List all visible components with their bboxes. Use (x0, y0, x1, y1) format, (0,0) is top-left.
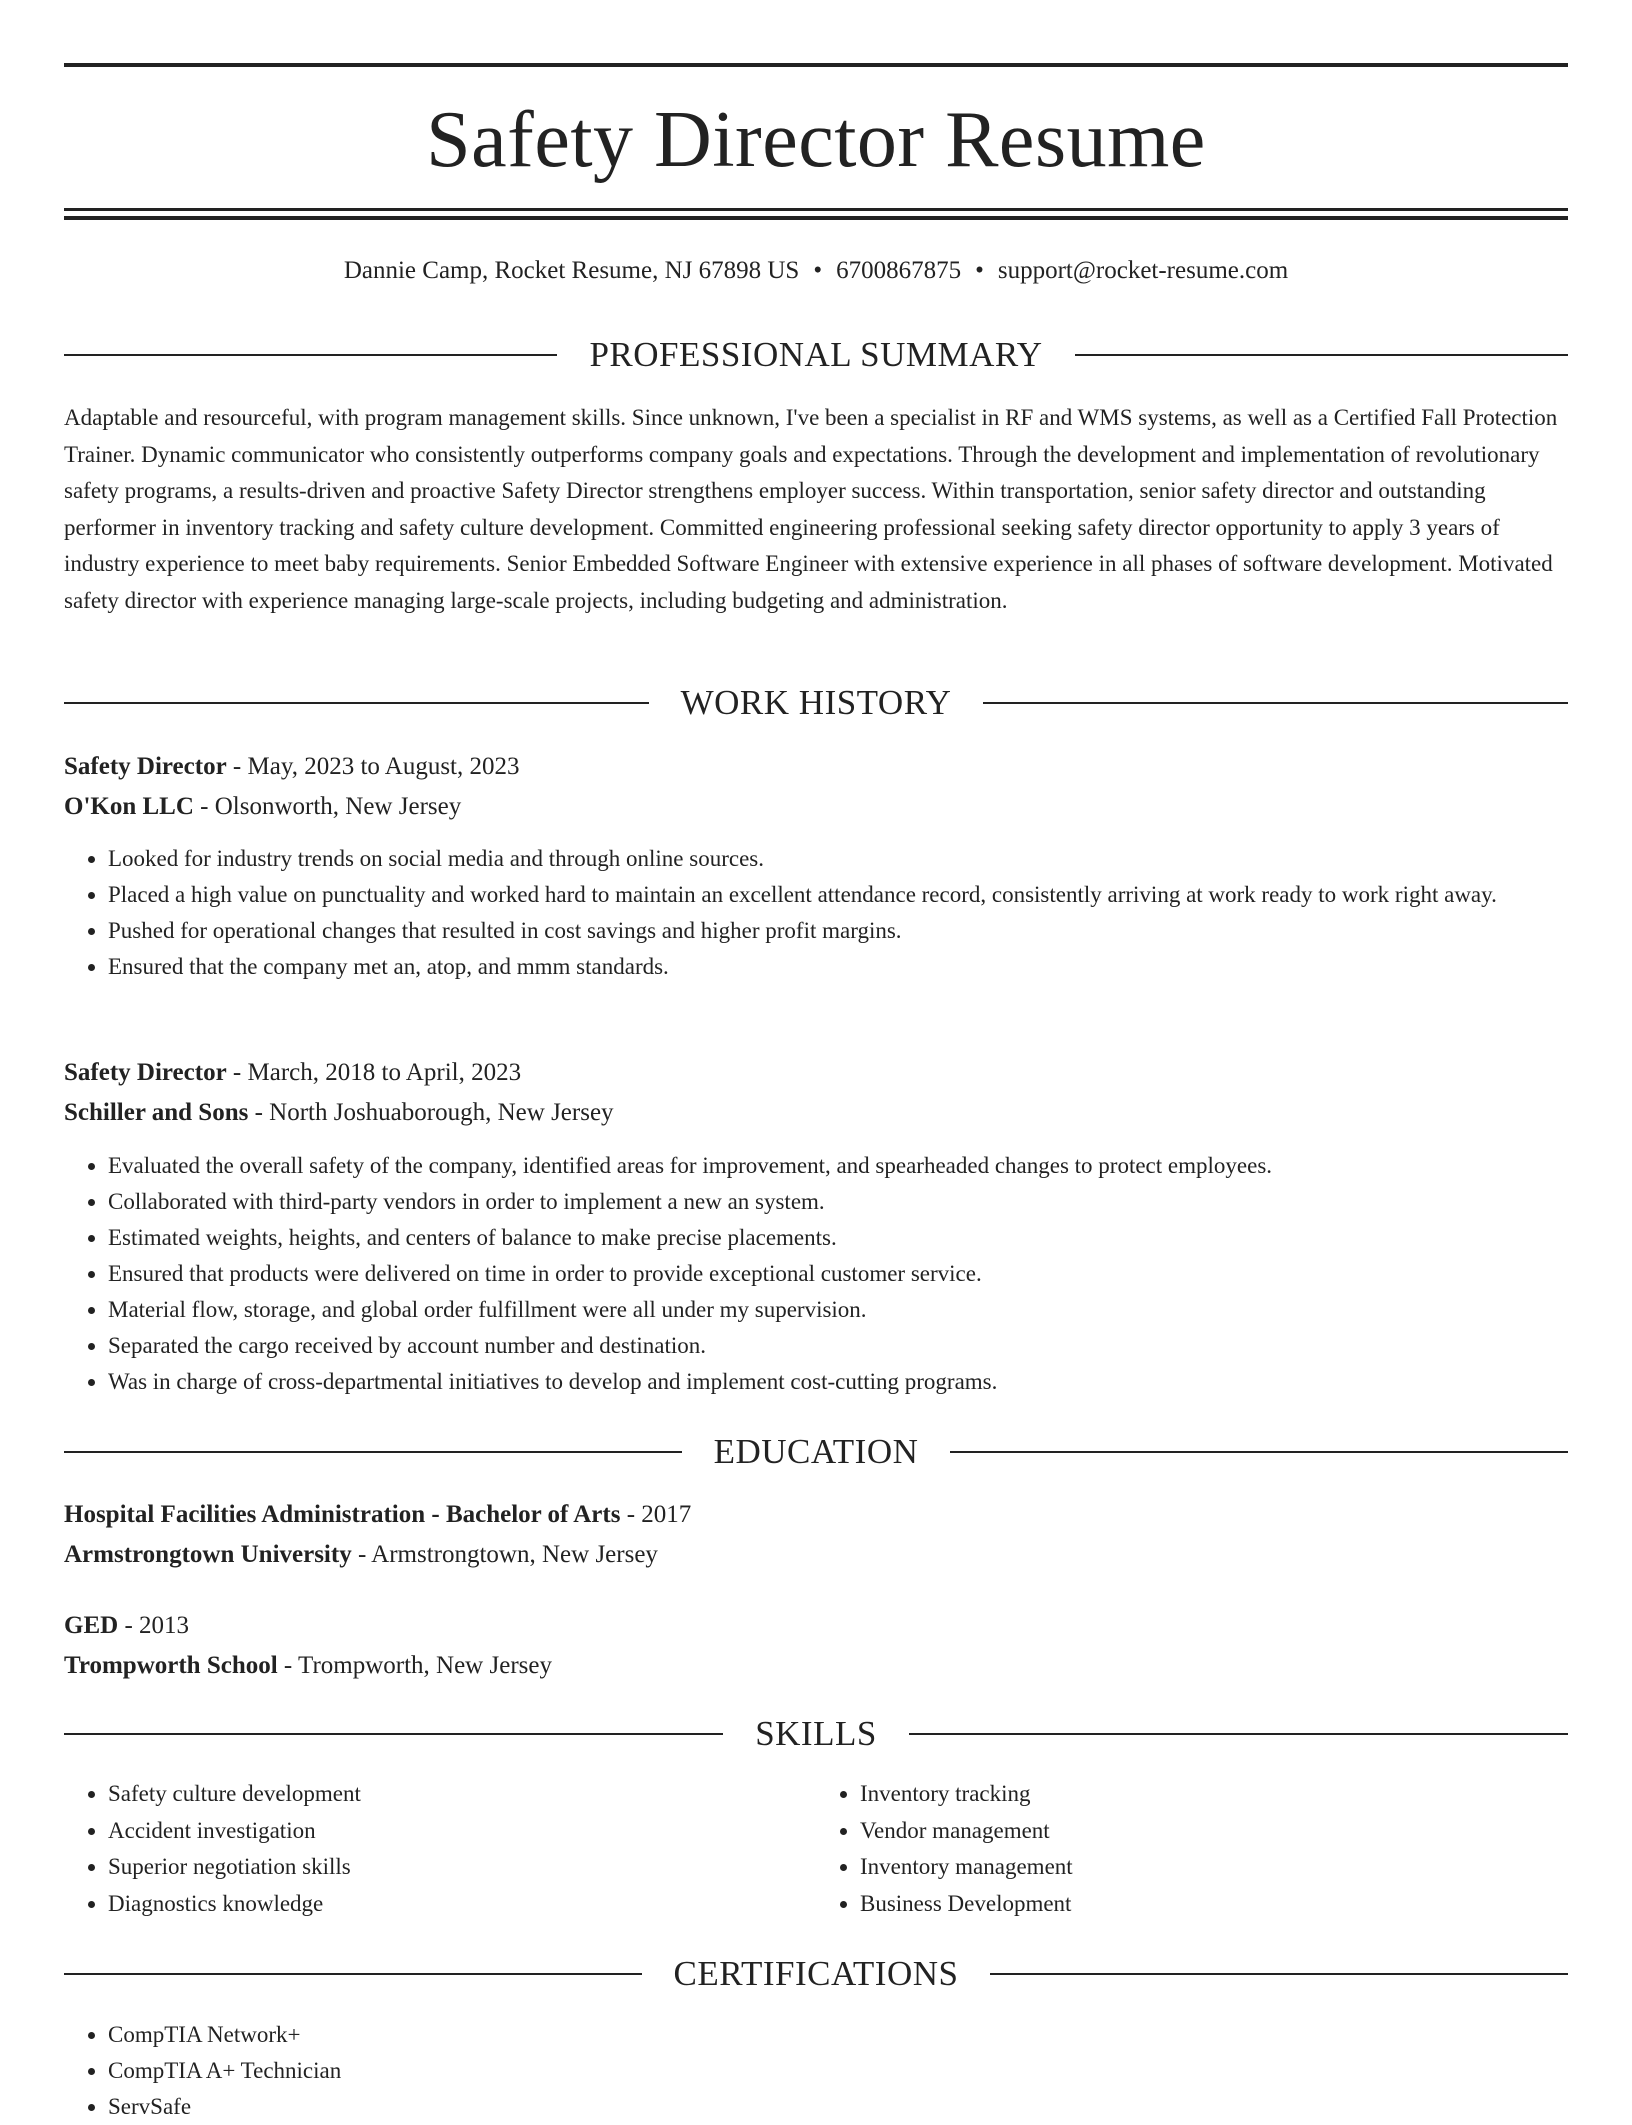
job-company: Schiller and Sons (64, 1099, 249, 1126)
job-dates: - March, 2018 to April, 2023 (226, 1059, 522, 1086)
section-rule (950, 1451, 1568, 1453)
section-rule (983, 702, 1568, 704)
job-title: Safety Director (64, 1059, 227, 1086)
school-row (64, 1535, 1568, 1575)
contact-separator: • (813, 257, 823, 284)
skill-item: • Superior negotiation skills (108, 1849, 816, 1886)
job-entry (64, 1053, 1568, 1133)
section-rule (64, 702, 649, 704)
job-bullet: • Looked for industry trends on social media and through online sources. (108, 841, 1568, 877)
job-bullet: • Estimated weights, heights, and centers of balance to make precise placements. (108, 1220, 1568, 1256)
section-header-certifications (64, 1952, 1568, 1996)
job-title-row (64, 747, 1568, 787)
contact-line (64, 254, 1568, 288)
section-rule (990, 1973, 1568, 1975)
degree-year: - 2017 (620, 1501, 692, 1528)
job-bullet: • Ensured that products were delivered on time in order to provide exceptional customer service. (108, 1256, 1568, 1292)
job-company-row (64, 787, 1568, 827)
job-company: O'Kon LLC (64, 793, 194, 820)
section-header-work (64, 681, 1568, 725)
section-rule (64, 1451, 682, 1453)
job-bullet: • Evaluated the overall safety of the company, identified areas for improvement, and spearheaded changes to protect employees. (108, 1148, 1568, 1184)
school-location: - Armstrongtown, New Jersey (351, 1541, 658, 1568)
job-bullet: • Ensured that the company met an, atop, and mmm standards. (108, 949, 1568, 985)
title-rule-lower (64, 216, 1568, 220)
section-rule (64, 354, 557, 356)
skills-list-right (816, 1776, 1568, 1922)
title-rule-upper (64, 208, 1568, 211)
job-title-row (64, 1053, 1568, 1093)
education-entry (64, 1606, 1568, 1686)
job-bullet: • Placed a high value on punctuality and worked hard to maintain an excellent attendance record, consistently arriving at work ready to work right away. (108, 877, 1568, 913)
degree-row (64, 1606, 1568, 1646)
job-bullet: • Collaborated with third-party vendors in order to implement a new an system. (108, 1184, 1568, 1220)
section-title: SKILLS (755, 1714, 877, 1753)
section-header-education (64, 1430, 1568, 1474)
certification-item: • ServSafe (108, 2089, 1568, 2125)
certification-item: • CompTIA A+ Technician (108, 2053, 1568, 2089)
job-entry (64, 747, 1568, 827)
job-title: Safety Director (64, 753, 227, 780)
section-header-skills (64, 1712, 1568, 1756)
school-name: Armstrongtown University (64, 1541, 352, 1568)
section-rule (1075, 354, 1568, 356)
job-bullets (64, 841, 1568, 985)
section-rule (64, 1733, 723, 1735)
section-title: PROFESSIONAL SUMMARY (589, 335, 1043, 374)
skill-item: • Diagnostics knowledge (108, 1886, 816, 1923)
school-location: - Trompworth, New Jersey (277, 1652, 552, 1679)
contact-phone: 6700867875 (836, 257, 962, 284)
section-rule (64, 1973, 642, 1975)
job-location: - North Joshuaborough, New Jersey (248, 1099, 614, 1126)
certifications-list (64, 2017, 1568, 2125)
job-bullet: • Material flow, storage, and global order fulfillment were all under my supervision. (108, 1292, 1568, 1328)
section-title: CERTIFICATIONS (673, 1954, 959, 1993)
job-bullet: • Pushed for operational changes that resulted in cost savings and higher profit margins. (108, 913, 1568, 949)
contact-address: Dannie Camp, Rocket Resume, NJ 67898 US (343, 257, 800, 284)
job-location: - Olsonworth, New Jersey (193, 793, 462, 820)
degree-row (64, 1495, 1568, 1535)
job-company-row (64, 1093, 1568, 1133)
skill-item: • Business Development (860, 1886, 1568, 1923)
job-bullet: • Was in charge of cross-departmental initiatives to develop and implement cost-cutting programs. (108, 1364, 1568, 1400)
education-entry (64, 1495, 1568, 1575)
school-name: Trompworth School (64, 1652, 278, 1679)
degree-name: Hospital Facilities Administration - Bachelor of Arts (64, 1501, 621, 1528)
contact-email: support@rocket-resume.com (997, 257, 1289, 284)
top-rule (64, 63, 1568, 67)
skill-item: • Vendor management (860, 1813, 1568, 1850)
section-title: EDUCATION (713, 1432, 919, 1471)
skill-item: • Inventory management (860, 1849, 1568, 1886)
summary-text: Adaptable and resourceful, with program management skills. Since unknown, I've been a specialist in RF and WMS systems, as well as a Certified Fall Protection Trainer. Dynamic communicator who consistently outperforms company goals and expectations. Through the development and implementation of revolutionary safety programs, a results-driven and proactive Safety Director strengthens employer success. Within transportation, senior safety director and outstanding performer in inventory tracking and safety culture development. Committed engineering professional seeking safety director opportunity to apply 3 years of industry experience to meet baby requirements. Senior Embedded Software Engineer with extensive experience in all phases of software development. Motivated safety director with experience managing large-scale projects, including budgeting and administration. (64, 405, 1558, 613)
skills-list-left (64, 1776, 816, 1922)
section-title: WORK HISTORY (680, 683, 952, 722)
skills-columns (64, 1776, 1568, 1922)
job-dates: - May, 2023 to August, 2023 (226, 753, 520, 780)
resume-title: Safety Director Resume (426, 96, 1206, 184)
school-row (64, 1646, 1568, 1686)
degree-name: GED (64, 1612, 119, 1639)
job-bullet: • Separated the cargo received by account number and destination. (108, 1328, 1568, 1364)
skill-item: • Inventory tracking (860, 1776, 1568, 1813)
job-bullets (64, 1148, 1568, 1400)
contact-separator: • (975, 257, 984, 284)
skill-item: • Accident investigation (108, 1813, 816, 1850)
certification-item: • CompTIA Network+ (108, 2017, 1568, 2053)
skill-item: • Safety culture development (108, 1776, 816, 1813)
section-rule (909, 1733, 1568, 1735)
degree-year: - 2013 (118, 1612, 190, 1639)
section-header-summary (64, 333, 1568, 377)
